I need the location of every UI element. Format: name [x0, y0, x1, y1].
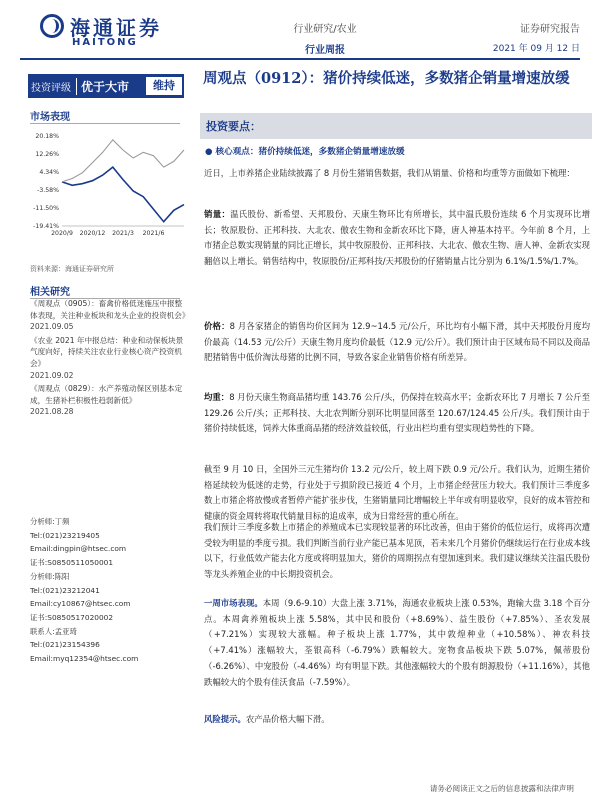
- related-research-title: 《周观点（0905）：畜禽价格低迷施压中报整体表现，关注种业板块和龙头企业的投资机会》: [30, 299, 190, 320]
- analyst-role: 联系人:孟亚琦: [30, 626, 77, 636]
- volume-paragraph: [204, 207, 590, 270]
- volume-text: 温氏股份、新希望、天邦股份、天康生物环比有所增长，其中温氏股份连续 6 个月实现环比增长；牧原股份、正邦科技、大北农、傲农生物和金新农环比下降，唐人神基本持平。今年前 8 个月，上市猪企总数实现销量的同比正增长，其中牧原股份、正邦科技、大北农、傲农生物、唐人神、金新农实现翻倍以上增长。销售结构中，牧原股份/正邦科技/天邦股份的仔猪销量占比分别为 6.1%/1.5%/1.7%。: [204, 209, 591, 267]
- weekly-market-lead: 一周市场表现。: [204, 598, 263, 608]
- report-kind: 行业周报: [305, 45, 345, 56]
- volume-lead: 销量：: [204, 209, 231, 219]
- analyst-tel: Tel:(021)23212041: [30, 585, 100, 595]
- haitong-logo-icon: [40, 14, 64, 38]
- market-section-title: 市场表现: [30, 108, 180, 124]
- risk-lead: 风险提示。: [204, 714, 246, 724]
- analyst-role: 分析师:陈阳: [30, 571, 70, 581]
- x-tick-label: 2021/6: [142, 230, 165, 237]
- analyst-cert: 证书:S0850511050001: [30, 558, 114, 568]
- rating-value: 优于大市: [76, 78, 144, 95]
- core-view: ● 核心观点：猪价持续低迷，多数猪企销量增速放缓: [205, 147, 405, 157]
- report-date: 2021 年 09 月 12 日: [492, 44, 580, 54]
- risk-paragraph: [204, 712, 590, 728]
- related-research-item[interactable]: [30, 335, 188, 381]
- risk-text: 农产品价格大幅下滑。: [245, 714, 330, 724]
- report-category: 行业研究/农业: [293, 24, 357, 35]
- y-tick-label: 12.26%: [35, 151, 59, 158]
- related-research-date: 2021.09.05: [30, 322, 74, 332]
- series-line-0: [62, 167, 184, 222]
- analyst-tel: Tel:(021)23219405: [30, 530, 100, 540]
- chart-x-axis: [51, 230, 164, 237]
- disclaimer-footer: 请务必阅读正文之后的信息披露和法律声明: [429, 784, 574, 793]
- key-points-box: [200, 113, 592, 139]
- weight-lead: 均重：: [204, 392, 230, 402]
- y-tick-label: 4.34%: [39, 169, 59, 176]
- related-research-date: 2021.09.02: [30, 370, 74, 380]
- market-performance-chart: [28, 128, 188, 240]
- analyst-tel: Tel:(021)23154396: [30, 640, 100, 650]
- related-research-item[interactable]: [30, 298, 188, 333]
- related-research-list: [30, 298, 188, 420]
- chart-source: 资料来源：海通证券研究所: [30, 265, 114, 273]
- analyst-cert: 证书:S0850517020002: [30, 612, 114, 622]
- chart-y-axis: [33, 133, 184, 230]
- x-tick-label: 2020/12: [79, 230, 106, 237]
- header-divider: [20, 58, 580, 60]
- key-points-label: 投资要点：: [206, 120, 261, 133]
- core-view-text: 核心观点：猪价持续低迷，多数猪企销量增速放缓: [215, 147, 405, 157]
- price-text: 8 月各家猪企的销售均价区间为 12.9~14.5 元/公斤，环比均有小幅下滑，其中天邦股份月度均价最高（14.53 元/公斤）天康生物月度均价最低（12.9 元/公斤）。我们预计由于区域布局不同以及商品肥猪销售中低价淘汰母猪的比例不同，导致各家企业销售价格有所差异。: [204, 321, 591, 363]
- x-tick-label: 2020/9: [51, 230, 73, 237]
- weight-text: 8 月份天康生物商品猪均重 143.76 公斤/头，仍保持在较高水平；金新农环比 7 月增长 7 公斤至 129.26 公斤/头；正邦科技、大北农判断分别环比明显回落至 120.67/124.45 公斤/头。我们预计由于猪价持续低迷，饲养大体重商品猪的经济效益较低，行业出栏均重有望实现趋势性的下降。: [204, 392, 591, 434]
- investment-paragraph: 我们预计三季度多数上市猪企的养殖成本已实现较显著的环比改善，但由于猪价的低位运行，成将再次遭受较为明显的季度亏损。我们判断当前行业产能已基本见顶，若未来几个月猪价仍继续运行在行业成本线以下，行业低效产能去化方度或将明显加大，猪价的周期拐点有望加速到来。我们建议继续关注温氏股份等龙头养殖企业的中长期投资机会。: [204, 522, 590, 580]
- y-tick-label: -11.50%: [33, 205, 59, 212]
- outlook-paragraph: 截至 9 月 10 日，全国外三元生猪均价 13.2 元/公斤，较上周下跌 0.9 元/公斤。我们认为，近期生猪价格延续较为低迷的走势，行业处于亏损阶段已接近 4 个月，上市猪企经营压力较大。我们预计三季度多数上市猪企将放慢或者暂停产能扩张步伐，生猪销量同比增幅较上半年或有明显收窄，良好的成本管控和健康的资金周转将取代销量目标的追成率，成为日常经营的重心所在。: [204, 464, 590, 522]
- series-line-1: [62, 140, 184, 182]
- related-section-title: 相关研究: [30, 283, 180, 299]
- price-paragraph: [204, 319, 590, 366]
- related-research-item[interactable]: [30, 383, 188, 418]
- analyst-email[interactable]: Email:myq12354@htsec.com: [30, 654, 139, 664]
- y-tick-label: 20.18%: [35, 133, 59, 140]
- chart-series: [62, 140, 184, 222]
- analyst-list: [30, 515, 188, 666]
- weight-paragraph: [204, 390, 590, 437]
- intro-paragraph: 近日，上市养猪企业陆续披露了 8 月份生猪销售数据，我们从销量、价格和均重等方面做如下梳理：: [204, 168, 575, 178]
- rating-bar: [28, 74, 184, 98]
- related-research-title: 《周观点（0829）：水产养殖动保区别基本定成，生猪补栏积极性趋弱新低》: [30, 384, 183, 405]
- related-research-date: 2021.08.28: [30, 407, 74, 417]
- rating-status: 维持: [146, 77, 182, 95]
- rating-label: 投资评级: [31, 82, 71, 94]
- logo-chinese-text: 海通证券: [70, 16, 162, 40]
- analyst-email[interactable]: Email:dingpin@htsec.com: [30, 544, 127, 554]
- weekly-market-paragraph: [204, 596, 590, 690]
- y-tick-label: -19.41%: [33, 223, 59, 230]
- price-lead: 价格：: [204, 321, 230, 331]
- y-tick-label: -3.58%: [37, 187, 59, 194]
- logo-english-text: HAITONG: [72, 37, 138, 48]
- report-type: 证券研究报告: [520, 24, 580, 35]
- related-research-title: 《农业 2021 年中报总结：种业和动保板块景气度向好，持续关注农业行业核心资产投资机会》: [30, 335, 184, 368]
- report-title: 周观点（0912）：猪价持续低迷，多数猪企销量增速放缓: [203, 70, 570, 87]
- weekly-market-text: 本周（9.6-9.10）大盘上涨 3.71%，海通农业板块上涨 0.53%，跑输大盘 3.18 个百分点。本周禽养殖板块上涨 5.58%，其中民和股份（+8.69%）、益生股份（+7.85%）、圣农发展（+7.21%）实现较大涨幅。种子板块上涨 1.77%，其中敦煌种业（+10.58%）、神农科技（+7.41%）涨幅较大，荃银高科（-6.79%）跌幅较大。宠物食品板块下跌 5.07%，佩蒂股份（-6.26%）、中宠股份（-4.46%）均有明显下跌。其他涨幅较大的个股有朗源股份（+11.16%），其他跌幅较大的个股有佳沃食品（-7.59%）。: [204, 598, 590, 687]
- analyst-role: 分析师:丁频: [30, 517, 70, 526]
- analyst-email[interactable]: Email:cy10867@htsec.com: [30, 599, 131, 609]
- x-tick-label: 2021/3: [112, 230, 134, 237]
